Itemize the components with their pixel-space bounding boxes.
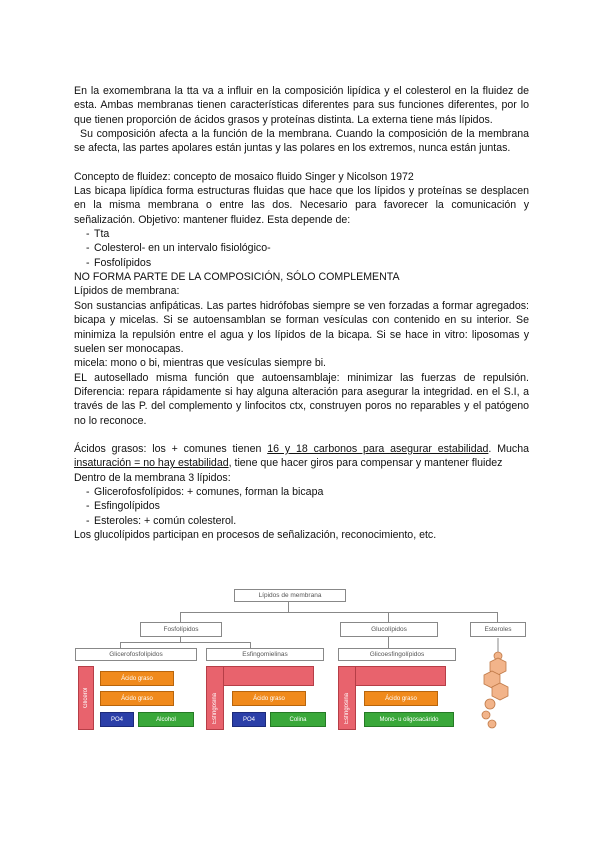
box-esfingomielinas: Esfingomielinas xyxy=(206,648,324,661)
paragraph-no-forma-parte: NO FORMA PARTE DE LA COMPOSICIÓN, SÓLO COMPLEMENTA xyxy=(74,271,400,284)
list-item: - Fosfolípidos xyxy=(74,256,529,270)
acido-graso-2: Ácido graso xyxy=(100,691,174,706)
acido-graso-1: Ácido graso xyxy=(100,671,174,686)
box-fosfolipidos: Fosfolípidos xyxy=(140,622,222,637)
paragraph-anfipaticas: Son sustancias anfipáticas. Las partes hidrófobas siempre se ven forzadas a formar agregados: bicapa y micelas. Si se autoensamblan se forman vesículas con contenido en su interior. Se minimiza la repulsión entre el agua y los lípidos de la bicapa. Si se hace in vitro: liposomas y suelen ser monocapas. xyxy=(74,299,529,355)
paragraph-bicapa: Las bicapa lipídica forma estructuras fluidas que hace que los lípidos y proteínas se desplacen en la misma membrana o entre las dos. Necesario para favorecer la comunicación y señalización. Objetivo: mantener fluidez. Esta depende de: xyxy=(74,185,529,226)
underlined-insaturacion: insaturación = no hay estabilidad xyxy=(74,457,229,470)
paragraph-acidos-grasos: Ácidos grasos: los + comunes tienen 16 y 18 carbonos para asegurar estabilidad. Mucha insaturación = no hay estabilidad, tiene que hacer giros para compensar y mantener fluidez xyxy=(74,442,529,470)
paragraph-concepto-fluidez: Concepto de fluidez: concepto de mosaico fluido Singer y Nicolson 1972 xyxy=(74,170,414,183)
esfingosina-label-2: Esfingosina xyxy=(344,692,350,724)
underlined-carbonos: 16 y 18 carbonos para asegurar estabilidad xyxy=(267,442,489,455)
acido-graso-4: Ácido graso xyxy=(364,691,438,706)
colina-box: Colina xyxy=(270,712,326,727)
box-esteroles: Esteroles xyxy=(470,622,526,637)
paragraph-tres-lipidos: Dentro de la membrana 3 lípidos: xyxy=(74,471,231,484)
mono-oligosacarido-box: Mono- u oligosacárido xyxy=(364,712,454,727)
cholesterol-molecule-icon xyxy=(476,638,516,732)
paragraph-glucolipidos: Los glucolípidos participan en procesos de señalización, reconocimiento, etc. xyxy=(74,528,437,541)
paragraph-lipidos-membrana: Lípidos de membrana: xyxy=(74,285,180,298)
paragraph-autosellado: EL autosellado misma función que autoensamblaje: minimizar las fuerzas de repulsión. Diferencia: repara rápidamente si hay alguna alteración para asegurar la integridad. en el S.I, a través de las P. del complemento y linfocitos ctx, construyen poros no reparables y el patógeno no lo reconoce. xyxy=(74,371,529,427)
paragraph-micela: micela: mono o bi, mientras que vesículas siempre bi. xyxy=(74,357,327,370)
paragraph-composicion: Su composición afecta a la función de la membrana. Cuando la composición de la membrana se afecta, las partes apolares están juntas y las polares en los extremos, nunca están juntas. xyxy=(74,128,529,155)
list-item: - Colesterol- en un intervalo fisiológico- xyxy=(74,241,529,255)
list-item: - Esteroles: + común colesterol. xyxy=(74,514,529,528)
box-glicerofosfolipidos: Glicerofosfolípidos xyxy=(75,648,197,661)
po4-2: PO4 xyxy=(232,712,266,727)
list-item: - Esfingolípidos xyxy=(74,499,529,513)
box-glicoesfingolipidos: Glicoesfingolípidos xyxy=(338,648,456,661)
list-item: - Tta xyxy=(74,227,529,241)
paragraph-exomembrana: En la exomembrana la tta va a influir en la composición lipídica y el colesterol en la fluidez de esta. Ambas membranas tienen características diferentes para sus funciones diferentes, por lo que tienen proporción de ácidos grasos y proteínas distinta. La externa tiene más lípidos. xyxy=(74,85,529,126)
box-lipidos-membrana: Lípidos de membrana xyxy=(234,589,346,602)
acido-graso-3: Ácido graso xyxy=(232,691,306,706)
alcohol-box: Alcohol xyxy=(138,712,194,727)
list-item: - Glicerofosfolípidos: + comunes, forman la bicapa xyxy=(74,485,529,499)
glicerol-label: Glicerol xyxy=(83,687,89,709)
po4-1: PO4 xyxy=(100,712,134,727)
box-glucolipidos: Glucolípidos xyxy=(340,622,438,637)
esfingosina-label-1: Esfingosina xyxy=(212,692,218,724)
